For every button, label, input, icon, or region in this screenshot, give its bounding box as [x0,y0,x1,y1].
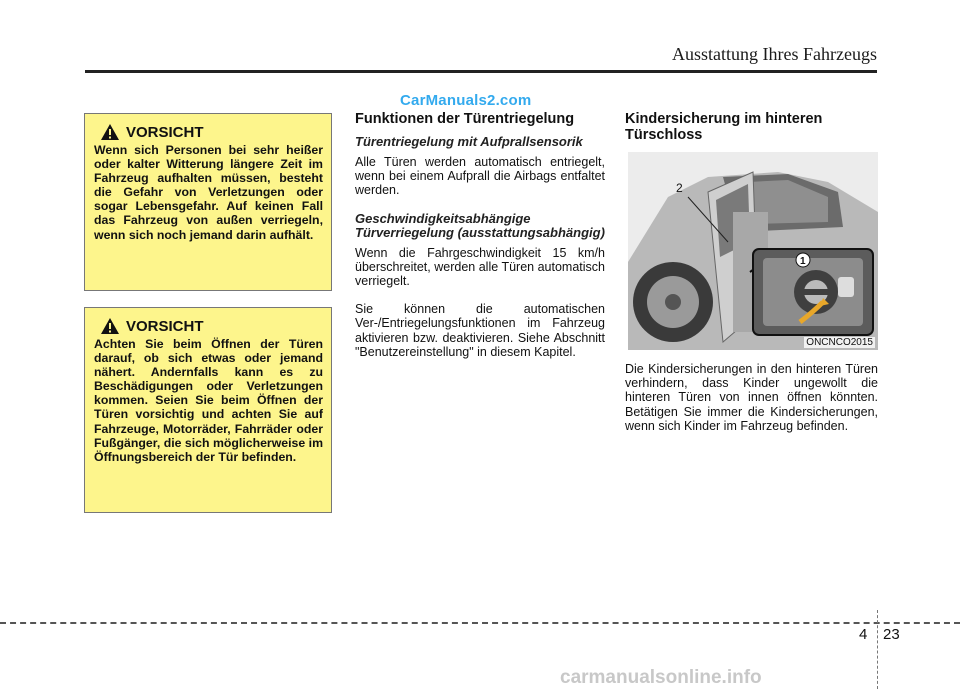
figure-caption: ONCNCO2015 [806,337,873,348]
caution-header [94,123,323,141]
caution-box-2 [84,307,332,513]
section-heading: Kindersicherung im hinteren Türschloss [625,111,823,143]
caution-text: Wenn sich Personen bei sehr heißer oder kalter Witterung längere Zeit im Fahrzeug aufhalten müssen, besteht die Gefahr von Verletzungen oder sogar Lebensgefahr. Auf keinen Fall das Fahrzeug von außen verriegeln, wenn sich noch jemand darin aufhält. [94,143,323,242]
chapter-number: 4 [859,626,868,643]
watermark-link[interactable]: CarManuals2.com [400,92,532,109]
door-unlock-section [355,111,605,373]
section-heading: Funktionen der Türentriegelung [355,111,575,127]
page-number: 23 [883,626,900,643]
paragraph-child-lock: Die Kindersicherungen in den hinteren Türen verhindern, dass Kinder ungewollt die hinteren Türen von innen öffnen könnten. Betätigen Sie immer die Kindersicherungen, wenn sich Kinder im Fahrzeug befinden. [625,362,878,433]
child-lock-text [625,362,878,447]
caution-title: VORSICHT [126,317,204,335]
paragraph-speed-lock: Wenn die Fahrgeschwindigkeit 15 km/h überschreitet, werden alle Türen automatisch verriegelt. [355,245,605,289]
paragraph-crash-unlock: Alle Türen werden automatisch entriegelt, wenn bei einem Aufprall die Airbags entfaltet werden. [355,155,605,198]
child-lock-figure [628,152,878,350]
subheading-crash-unlock: Türentriegelung mit Aufprallsensorik [355,134,583,149]
header-rule [85,70,877,73]
footer-watermark: carmanualsonline.info [560,667,762,688]
running-header-title: Ausstattung Ihres Fahrzeugs [672,44,877,64]
paragraph-settings: Sie können die automatischen Ver-/Entriegelungsfunktionen im Fahrzeug aktivieren bzw. deaktivieren. Siehe Abschnitt "Benutzereinstellung" in diesem Kapitel. [355,302,605,359]
caution-title: VORSICHT [126,123,204,141]
child-lock-section [625,111,878,149]
warning-icon [100,317,120,335]
caution-text: Achten Sie beim Öffnen der Türen darauf, ob sich etwas oder jemand nähert. Andernfalls kann es zu Beschädigungen oder Verletzungen kommen. Seien Sie beim Öffnen der Türen vorsichtig und achten Sie auf Fahrzeuge, Motorräder, Fahrräder oder Fußgänger, die sich möglicherweise im Öffnungsbereich der Tür befinden. [94,337,323,464]
warning-icon [100,123,120,141]
callout-1: 1 [800,256,806,267]
caution-header [94,317,323,335]
subheading-speed-lock: Geschwindigkeitsabhängige Türverriegelung (ausstattungsabhängig) [355,210,605,240]
car-door-illustration [628,152,878,350]
callout-2: 2 [676,181,683,195]
page-number-separator [877,610,879,689]
footer-rule [0,622,960,624]
caution-box-1 [84,113,332,291]
